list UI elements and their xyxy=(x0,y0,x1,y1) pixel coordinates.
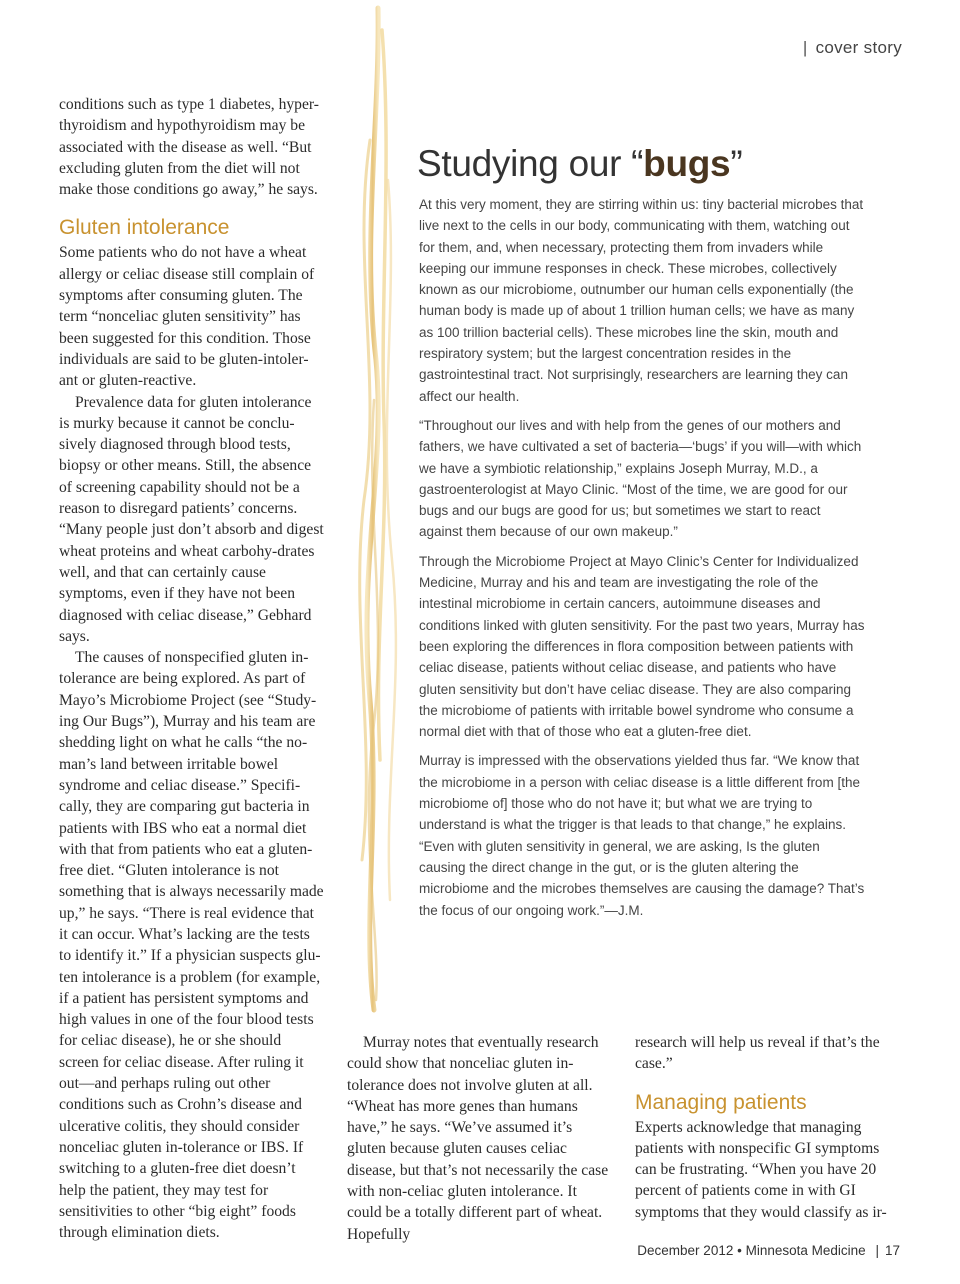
sidebar-paragraph: Murray is impressed with the observations yielded thus far. “We know that the microbiome in a person with celiac disease is a little different from [the microbiome of] those who do not have it; but what we are trying to understand is what the trigger is that leads to that change,” he explains. “Even with gluten sensitivity in general, we are asking, Is the gluten causing the direct change in the gut, or is the gluten altering the microbiome and the microbes themselves are causing the damage? That’s the focus of our ongoing work.”—J.M. xyxy=(419,753,865,918)
body-paragraph: Experts acknowledge that managing patients with nonspecific GI symptoms can be frustrating. “When you have 20 percent of patients come in with GI symptoms that they would classify as ir- xyxy=(635,1118,887,1221)
sidebar-title xyxy=(417,140,867,188)
body-paragraph: conditions such as type 1 diabetes, hyper-thyroidism and hypothyroidism may be associated with the disease as well. “But excluding gluten from the diet will not make those conditions go away,” he says. xyxy=(59,96,319,199)
body-paragraph: Some patients who do not have a wheat allergy or celiac disease still complain of symptoms after consuming gluten. The term “nonceliac gluten sensitivity” has been suggested for this condition. Those individuals are said to be gluten-intoler-ant or gluten-reactive. xyxy=(59,244,315,390)
sidebar-paragraph: At this very moment, they are stirring within us: tiny bacterial microbes that live next to the cells in our body, communicating with them, watching out for them, and, when necessary, protecting them from invaders while keeping our immune responses in check. These microbes, collectively known as our microbiome, outnumber our human cells exponentially (the human body is made up of about 1 trillion human cells; we have as many as 100 trillion bacterial cells). These microbes line the skin, mouth and respiratory system; but the largest concentration resides in the gastrointestinal tract. Not surprisingly, researchers are learning they can affect our health. xyxy=(419,197,864,404)
left-text-column xyxy=(59,94,324,1243)
body-paragraph: research will help us reveal if that’s the case.” xyxy=(635,1034,880,1073)
body-paragraph: Murray notes that eventually research could show that nonceliac gluten in-tolerance does not involve gluten at all. “Wheat has more genes than humans have,” he says. “We’ve assumed it’s gluten because gluten causes celiac disease, but that’s not necessarily the case with non-celiac gluten intolerance. It could be a totally different part of wheat. Hopefully xyxy=(347,1034,609,1243)
issue-date: December 2012 xyxy=(637,1243,734,1258)
body-paragraph: The causes of nonspecified gluten in-tolerance are being explored. As part of Mayo’s Microbiome Project (see “Study-ing Our Bugs”), Murray and his team are shedding light on what he calls “the no-man’s land between irritable bowel syndrome and celiac disease.” Specifi-cally, they are comparing gut bacteria in patients with IBS who eat a normal diet with that from patients who eat a gluten-free diet. “Gluten intolerance is not something that is always necessarily made up,” he says. “There is real evidence that it can occur. What’s lacking are the tests to identify it.” If a physician suspects glu-ten intolerance is a problem (for example, if a patient has persistent symptoms and high values in one of the four blood tests for celiac disease), he or she should screen for celiac disease. After ruling it out—and perhaps ruling out other conditions such as Crohn’s disease and ulcerative colitis, they should consider nonceliac gluten in-tolerance or IBS. If switching to a gluten-free diet doesn’t help the patient, they may test for sensitivities to other “big eight” foods through elimination diets. xyxy=(59,649,324,1242)
body-paragraph: Prevalence data for gluten intolerance is murky because it cannot be conclu-sively diagnosed through blood tests, biopsy or other means. Still, the absence of screening capability should not be a reason to disregard patients’ concerns. “Many people just don’t absorb and digest wheat proteins and wheat carbohy-drates well, and that can certainly cause symptoms, even if they have not been diagnosed with celiac disease,” Gebhard says. xyxy=(59,393,324,645)
sidebar-title-prefix: Studying our “ xyxy=(417,143,644,184)
middle-text-column xyxy=(347,1032,609,1245)
sidebar-studying-our-bugs xyxy=(419,140,867,929)
sidebar-paragraph: Through the Microbiome Project at Mayo Clinic’s Center for Individualized Medicine, Murray and his and team are investigating the role of the intestinal microbiome in certain cancers, autoimmune diseases and conditions linked with gluten sensitivity. For the past two years, Murray has been exploring the differences in flora composition between patients with celiac disease, patients without celiac disease, and patients who have gluten sensitivity but don’t have celiac disease. They are also comparing the microbiome of patients with irritable bowel syndrome who consume a normal diet with that of those who eat a gluten-free diet. xyxy=(419,553,865,740)
sidebar-paragraph: “Throughout our lives and with help from the genes of our mothers and fathers, we have cultivated a set of bacteria—‘bugs’ if you will—with which we have a symbiotic relationship,” explains Joseph Murray, M.D., a gastroenterologist at Mayo Clinic. “Most of the time, we are good for our bugs and our bugs are good for us; but sometimes we start to react against them because of our own makeup.” xyxy=(419,417,862,540)
right-text-column xyxy=(635,1032,893,1223)
wheat-strand xyxy=(387,180,396,900)
page-number: 17 xyxy=(884,1243,900,1258)
footer-bullet: • xyxy=(737,1243,742,1258)
page-footer xyxy=(637,1243,900,1258)
subhead-managing-patients: Managing patients xyxy=(635,1090,807,1114)
publication-name: Minnesota Medicine xyxy=(745,1243,866,1258)
subhead-gluten-intolerance: Gluten intolerance xyxy=(59,216,230,240)
wheat-strands-decoration xyxy=(322,0,412,1030)
sidebar-title-suffix: ” xyxy=(730,143,743,184)
section-label: cover story xyxy=(815,38,902,57)
footer-separator: | xyxy=(875,1243,879,1258)
sidebar-title-bold: bugs xyxy=(643,143,731,184)
header-separator: | xyxy=(802,38,808,57)
section-header xyxy=(803,38,902,58)
sidebar-body xyxy=(419,194,867,921)
